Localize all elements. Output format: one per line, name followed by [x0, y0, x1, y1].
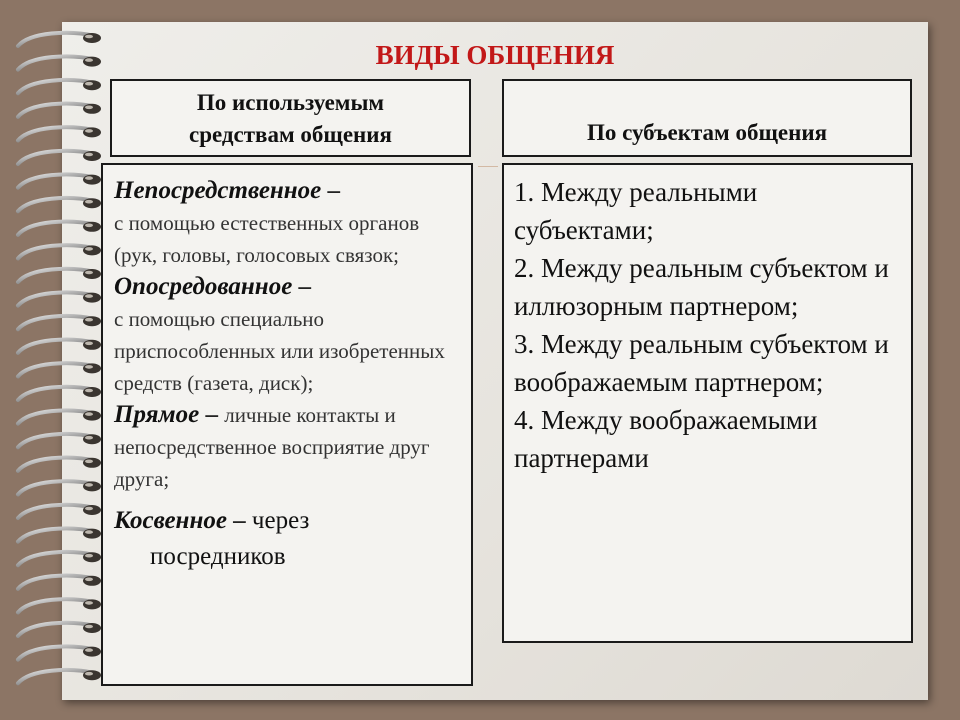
means-item-1: Непосредственное – с помощью естественных органов (рук, головы, голосовых связок;: [114, 177, 420, 267]
subjects-item: 1. Между реальными субъектами;: [514, 177, 758, 245]
subjects-list: [502, 163, 913, 643]
header-means-line1: По используемым: [196, 90, 385, 115]
means-term: Опосредованное: [114, 273, 293, 300]
means-term: Прямое: [114, 401, 200, 428]
means-desc-cont: посредников: [150, 543, 286, 570]
divider-line: [478, 166, 498, 167]
header-subjects-text: По субъектам общения: [586, 120, 828, 145]
page-title: ВИДЫ ОБЩЕНИЯ: [375, 40, 615, 70]
subjects-item: 4. Между воображаемыми партнерами: [514, 405, 818, 473]
means-item-4: Косвенное – через посредников: [114, 507, 310, 570]
header-means: [110, 79, 471, 157]
means-desc: с помощью естественных органов (рук, головы, голосовых связок;: [114, 211, 420, 267]
means-term: Непосредственное: [114, 177, 322, 204]
means-list: [101, 163, 473, 686]
means-term: Косвенное: [114, 507, 227, 534]
means-desc: личные контакты и непосредственное восприятие друг друга;: [114, 403, 430, 491]
header-subjects: [502, 79, 912, 157]
header-means-line2: средствам общения: [189, 122, 392, 147]
subjects-item: 2. Между реальным субъектом и иллюзорным партнером;: [514, 253, 889, 321]
means-desc: через: [251, 507, 310, 534]
means-desc: с помощью специально приспособленных или изобретенных средств (газета, диск);: [114, 307, 445, 395]
means-item-2: Опосредованное – с помощью специально приспособленных или изобретенных средств (газета, диск);: [114, 273, 445, 395]
means-item-3: Прямое – личные контакты и непосредственное восприятие друг друга;: [114, 401, 430, 491]
subjects-item: 3. Между реальным субъектом и воображаемым партнером;: [514, 329, 889, 397]
